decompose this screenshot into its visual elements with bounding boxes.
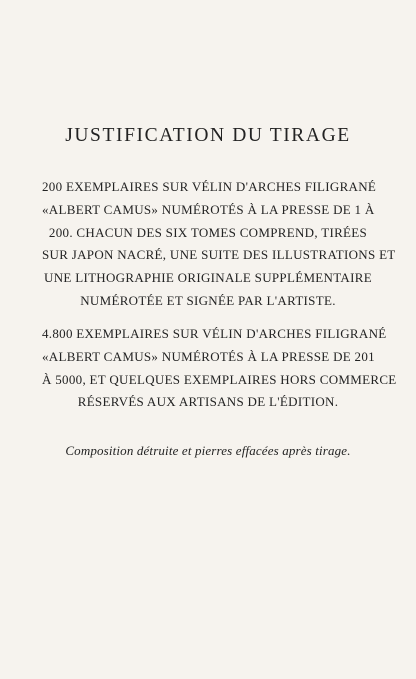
paragraph-line: 200 EXEMPLAIRES SUR VÉLIN D'ARCHES FILIGRANÉ: [42, 179, 377, 194]
paragraph-line: 4.800 EXEMPLAIRES SUR VÉLIN D'ARCHES FILIGRANÉ: [42, 326, 387, 341]
paragraph-line: À 5000, ET QUELQUES EXEMPLAIRES HORS COMMERCE: [42, 371, 397, 387]
closing-statement: Composition détruite et pierres effacées après tirage.: [65, 443, 351, 458]
paragraph-line: «ALBERT CAMUS» NUMÉROTÉS À LA PRESSE DE 201: [42, 348, 375, 364]
limitation-paragraph-japon: [42, 176, 396, 313]
page-title: JUSTIFICATION DU TIRAGE: [65, 125, 351, 146]
paragraph-line: SUR JAPON NACRÉ, UNE SUITE DES ILLUSTRATIONS ET: [42, 247, 396, 263]
paragraph-line: RÉSERVÉS AUX ARTISANS DE L'ÉDITION.: [77, 394, 339, 410]
paragraph-line: UNE LITHOGRAPHIE ORIGINALE SUPPLÉMENTAIRE: [44, 270, 372, 286]
limitation-paragraph-velin: [42, 323, 397, 414]
paragraph-line: NUMÉROTÉE ET SIGNÉE PAR L'ARTISTE.: [80, 292, 336, 308]
paragraph-line: 200. CHACUN DES SIX TOMES COMPREND, TIRÉES: [48, 224, 368, 240]
paragraph-line: «ALBERT CAMUS» NUMÉROTÉS À LA PRESSE DE 1 À: [42, 201, 375, 217]
